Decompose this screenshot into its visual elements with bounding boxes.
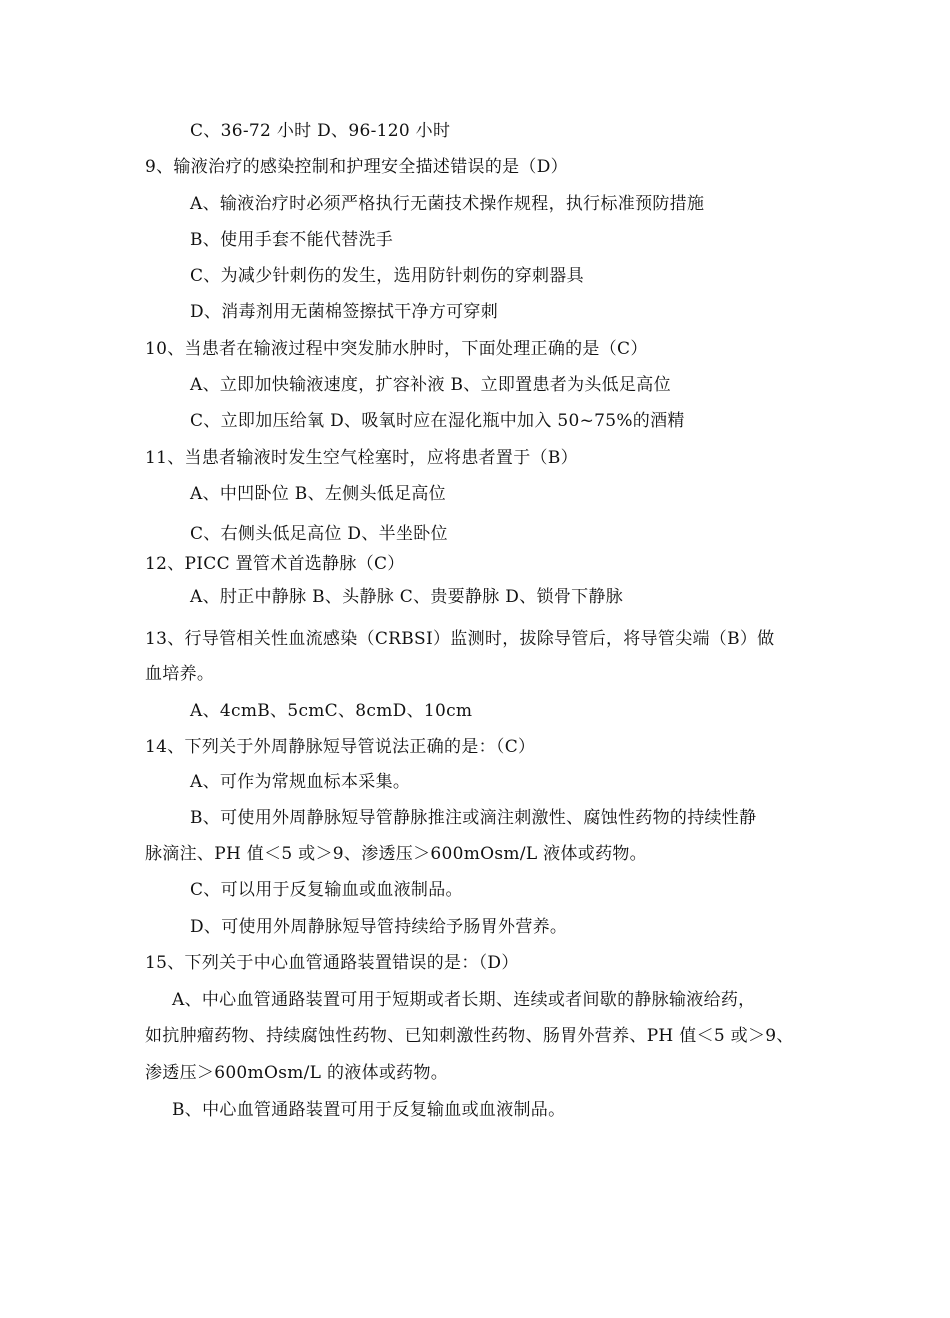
- option-line: A、可作为常规血标本采集。: [190, 772, 411, 792]
- option-line-continued: 脉滴注、PH 值＜5 或＞9、渗透压＞600mOsm/L 液体或药物。: [145, 844, 647, 864]
- option-line: A、立即加快输液速度，扩容补液 B、立即置患者为头低足高位: [190, 375, 671, 395]
- option-line: A、输液治疗时必须严格执行无菌技术操作规程，执行标准预防措施: [190, 194, 705, 214]
- option-line: C、立即加压给氧 D、吸氧时应在湿化瓶中加入 50~75%的酒精: [190, 411, 685, 431]
- question-10: 10、当患者在输液过程中突发肺水肿时，下面处理正确的是（C）: [145, 339, 648, 359]
- option-line: A、4cmB、5cmC、8cmD、10cm: [190, 701, 473, 721]
- option-line: D、消毒剂用无菌棉签擦拭干净方可穿刺: [190, 302, 499, 322]
- question-14: 14、下列关于外周静脉短导管说法正确的是：（C）: [145, 737, 536, 757]
- question-11: 11、当患者输液时发生空气栓塞时，应将患者置于（B）: [145, 448, 578, 468]
- question-12: 12、PICC 置管术首选静脉（C）: [145, 554, 405, 574]
- option-line-continued: 渗透压＞600mOsm/L 的液体或药物。: [145, 1063, 449, 1083]
- option-line: B、使用手套不能代替洗手: [190, 230, 394, 250]
- option-line: A、中凹卧位 B、左侧头低足高位: [190, 484, 446, 504]
- option-line: C、右侧头低足高位 D、半坐卧位: [190, 524, 448, 544]
- question-9: 9、输液治疗的感染控制和护理安全描述错误的是（D）: [145, 157, 568, 177]
- option-line: B、可使用外周静脉短导管静脉推注或滴注刺激性、腐蚀性药物的持续性静: [190, 808, 757, 828]
- option-line: B、中心血管通路装置可用于反复输血或血液制品。: [172, 1100, 566, 1120]
- question-13: 13、行导管相关性血流感染（CRBSI）监测时，拔除导管后，将导管尖端（B）做: [145, 629, 775, 649]
- option-line: C、为减少针刺伤的发生，选用防针刺伤的穿刺器具: [190, 266, 584, 286]
- question-15: 15、下列关于中心血管通路装置错误的是：（D）: [145, 953, 519, 973]
- question-13-continued: 血培养。: [145, 664, 215, 684]
- option-line: A、中心血管通路装置可用于短期或者长期、连续或者间歇的静脉输液给药，: [172, 990, 756, 1010]
- option-line: D、可使用外周静脉短导管持续给予肠胃外营养。: [190, 917, 568, 937]
- option-line: C、可以用于反复输血或血液制品。: [190, 880, 463, 900]
- option-line: A、肘正中静脉 B、头静脉 C、贵要静脉 D、锁骨下静脉: [190, 587, 624, 607]
- option-line-continued: 如抗肿瘤药物、持续腐蚀性药物、已知刺激性药物、肠胃外营养、PH 值＜5 或＞9、: [145, 1026, 794, 1046]
- option-line: C、36-72 小时 D、96-120 小时: [190, 121, 451, 141]
